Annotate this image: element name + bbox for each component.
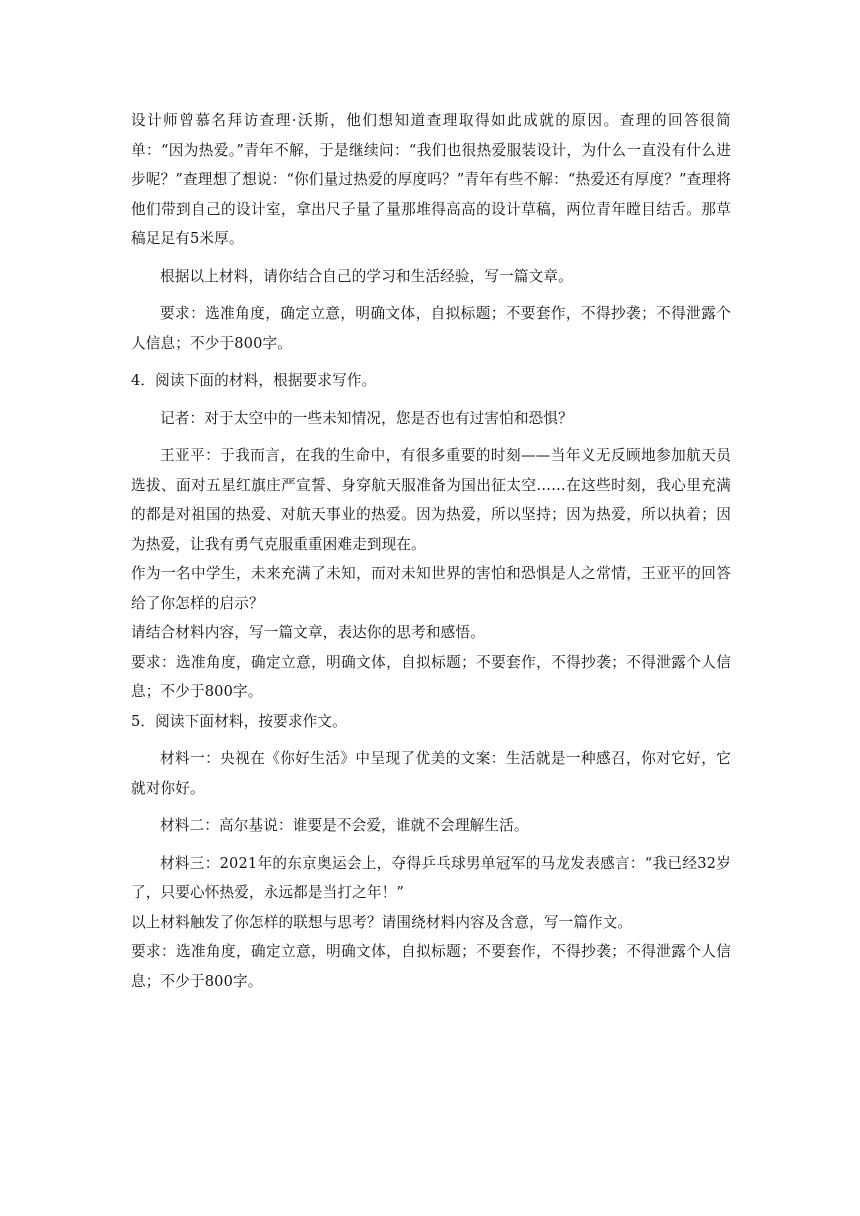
question-5-heading: 5．阅读下面材料，按要求作文。 xyxy=(131,712,347,730)
material-three: 材料三：2021年的东京奥运会上，夺得乒乓球男单冠军的马龙发表感言：“我已经32岁了，只要心怀热爱，永远都是当打之年！” xyxy=(131,854,731,901)
document-page xyxy=(131,106,731,996)
question-5-requirement: 要求：选准角度，确定立意，明确文体，自拟标题；不要套作，不得抄袭；不得泄露个人信息；不少于800字。 xyxy=(131,943,731,990)
question-4-prompt: 作为一名中学生，未来充满了未知，而对未知世界的害怕和恐惧是人之常情，王亚平的回答给了你怎样的启示？ xyxy=(131,565,731,612)
interview-reporter-line: 记者：对于太空中的一些未知情况，您是否也有过害怕和恐惧？ xyxy=(160,409,573,427)
question-4-heading: 4．阅读下面的材料，根据要求写作。 xyxy=(131,372,377,389)
question-4-instruction: 请结合材料内容，写一篇文章，表达你的思考和感悟。 xyxy=(131,624,485,641)
requirement-paragraph: 要求：选准角度，确定立意，明确文体，自拟标题；不要套作，不得抄袭；不得泄露个人信息；不少于800字。 xyxy=(131,305,731,352)
question-5-prompt: 以上材料触发了你怎样的联想与思考？请围绕材料内容及含意，写一篇作文。 xyxy=(131,913,633,931)
instruction-paragraph: 根据以上材料，请你结合自己的学习和生活经验，写一篇文章。 xyxy=(160,267,573,285)
material-two: 材料二：高尔基说：谁要是不会爱，谁就不会理解生活。 xyxy=(160,817,529,834)
question-4-requirement: 要求：选准角度，确定立意，明确文体，自拟标题；不要套作，不得抄袭；不得泄露个人信息；不少于800字。 xyxy=(131,653,731,700)
material-one: 材料一：央视在《你好生活》中呈现了优美的文案：生活就是一种感召，你对它好，它就对你好。 xyxy=(131,750,731,797)
material-paragraph-charlie: 设计师曾慕名拜访查理·沃斯，他们想知道查理取得如此成就的原因。查理的回答很简单：“因为热爱。”青年不解，于是继续问：“我们也很热爱服装设计，为什么一直没有什么进步呢？”查理想了想说：“你们量过热爱的厚度吗？”青年有些不解：“热爱还有厚度？”查理将他们带到自己的设计室，拿出尺子量了量那堆得高高的设计草稿，两位青年瞠目结舌。那草稿足足有5米厚。 xyxy=(131,112,731,247)
interview-wang-yaping-answer: 王亚平：于我而言，在我的生命中，有很多重要的时刻——当年义无反顾地参加航天员选拔、面对五星红旗庄严宣誓、身穿航天服准备为国出征太空……在这些时刻，我心里充满的都是对祖国的热爱、对航天事业的热爱。因为热爱，所以坚持；因为热爱，所以执着；因为热爱，让我有勇气克服重重困难走到现在。 xyxy=(131,447,731,553)
